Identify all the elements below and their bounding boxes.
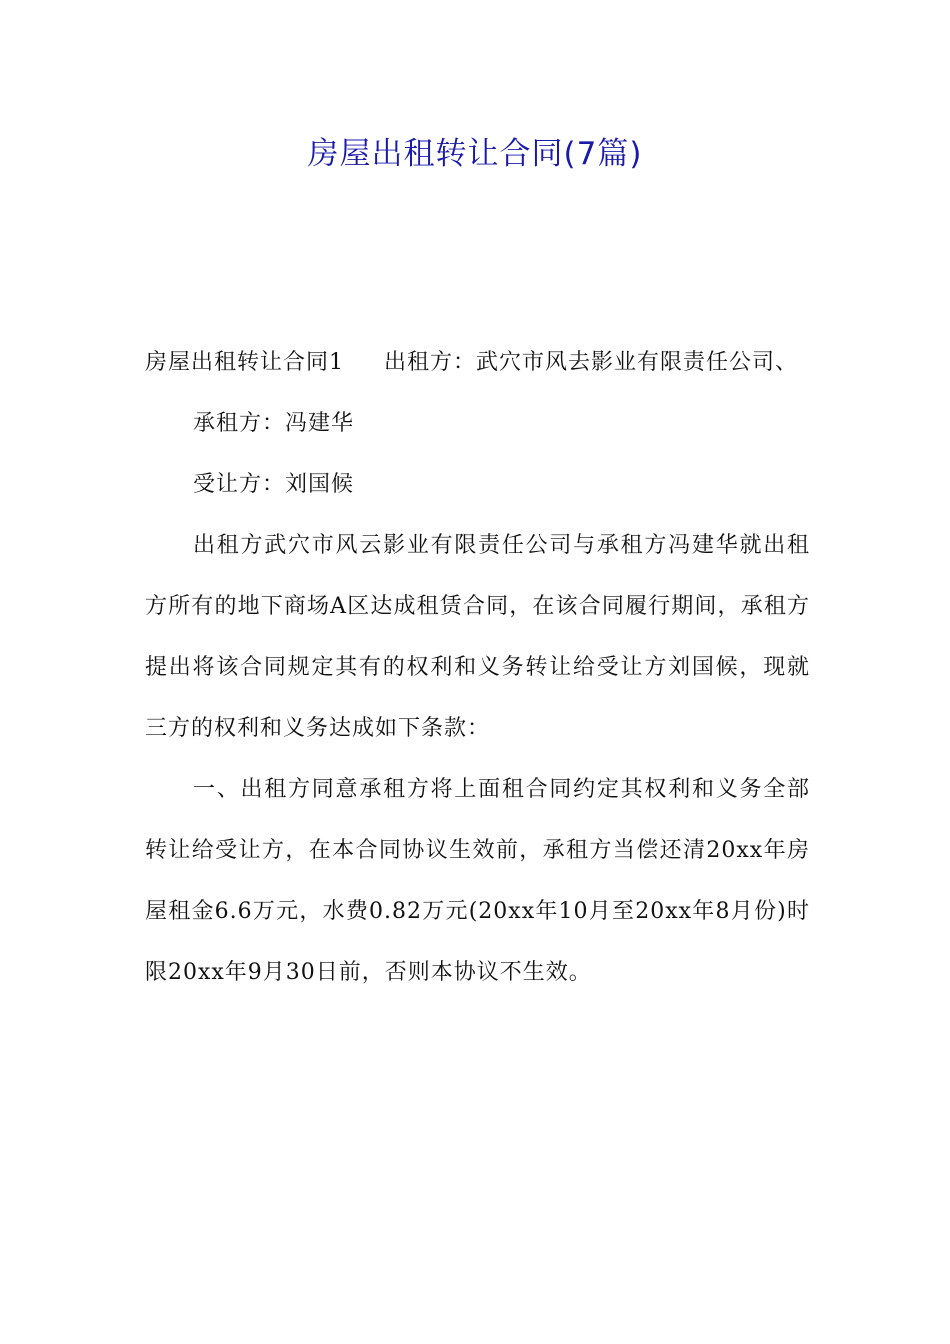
body-paragraph: 出租方武穴市风云影业有限责任公司与承租方冯建华就出租方所有的地下商场A区达成租赁合同，在该合同履行期间，承租方提出将该合同规定其有的权利和义务转让给受让方刘国候，现就三方的权利和义务达成如下条款：: [145, 533, 810, 741]
lessee-line: 承租方：冯建华: [193, 411, 355, 436]
document-body: [145, 332, 810, 1003]
contract-heading: 房屋出租转让合同1: [145, 350, 344, 375]
lessor-line: 出租方：武穴市风去影业有限责任公司、: [384, 350, 799, 375]
transferee-line: 受让方：刘国候: [193, 472, 355, 497]
document-title: 房屋出租转让合同(7篇): [307, 136, 643, 172]
clause-one-paragraph: 一、出租方同意承租方将上面租合同约定其权利和义务全部转让给受让方，在本合同协议生效前，承租方当偿还清20xx年房屋租金6.6万元，水费0.82万元(20xx年10月至20xx年8月份)时限20xx年9月30日前，否则本协议不生效。: [145, 777, 810, 985]
opening-paragraph: [145, 332, 810, 393]
